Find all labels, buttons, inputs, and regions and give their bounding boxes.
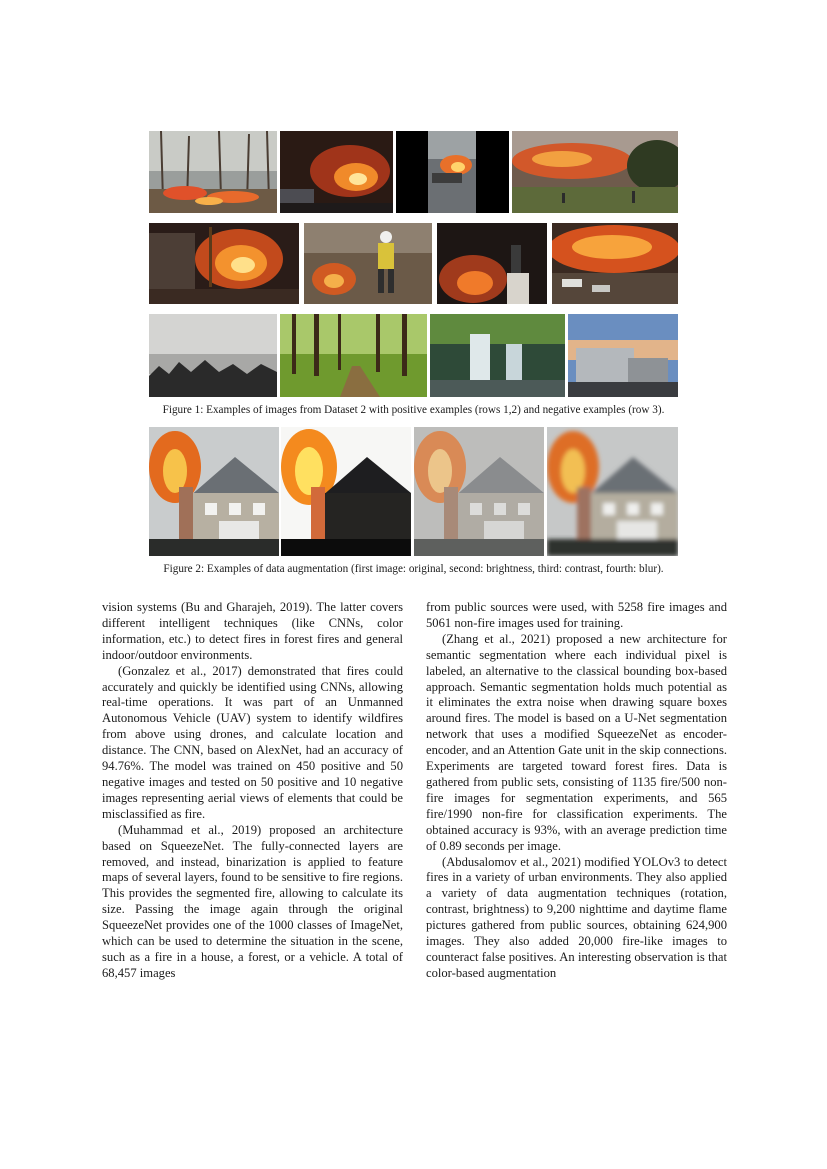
- right-text-column: [426, 600, 727, 982]
- fig2-image-contrast: [414, 427, 544, 556]
- figure-2-caption: Figure 2: Examples of data augmentation (first image: original, second: brightness, third: contrast, fourth: blur).: [163, 563, 664, 575]
- fig2-image-original: [149, 427, 279, 556]
- paragraph: (Gonzalez et al., 2017) demonstrated that fires could accurately and quickly be identified using CNNs, allowing real-time operations. It was part of an Unmanned Autonomous Vehicle (UAV) system to identify wildfires from above using drones, and calculate location and distance. The CNN, based on AlexNet, had an accuracy of 94.76%. The model was trained on 450 positive and 50 negative images and tested on 50 positive and 10 negative images representing aerial views of elements that could be misclassified as fire.: [102, 663, 403, 821]
- fig2-image-brightness: [281, 427, 411, 556]
- fig1-image-truck-sky: [568, 314, 678, 397]
- fig1-image-car-fire-night: [280, 131, 393, 213]
- figure-1-caption: Figure 1: Examples of images from Dataset 2 with positive examples (rows 1,2) and negative examples (row 3).: [162, 404, 665, 416]
- fig1-image-highway-wildfire: [552, 223, 678, 304]
- fig1-image-green-forest-path: [280, 314, 427, 397]
- fig1-image-car-fire-vertical: [396, 131, 509, 213]
- fig1-image-forest-fire-smoke: [149, 131, 277, 213]
- paragraph: (Muhammad et al., 2019) proposed an architecture based on SqueezeNet. The fully-connected layers are removed, and instead, binarization is applied to feature maps of several layers, found to be sensitive to fire regions. This provides the segmented fire, allowing to calculate its size. Passing the image again through the original SqueezeNet provides one of the 1000 classes of ImageNet, which can be used to determine the situation in the scene, such as a fire in a house, a forest, or a vehicle. A total of 68,457 images: [102, 822, 403, 980]
- fig1-image-statue-fire: [437, 223, 547, 304]
- fig1-image-foggy-forest: [149, 314, 277, 397]
- fig2-image-blur: [547, 427, 678, 556]
- left-text-column: [102, 600, 403, 982]
- paragraph: vision systems (Bu and Gharajeh, 2019). The latter covers different intelligent techniques (like CNNs, color information, etc.) to detect fires in forest fires and general indoor/outdoor environments.: [102, 600, 403, 662]
- paragraph: (Abdusalomov et al., 2021) modified YOLOv3 to detect fires in a variety of urban environments. They also applied a variety of data augmentation techniques (rotation, contrast, brightness) to 9,200 nighttime and daytime flame pictures gathered from public sources, obtaining 624,900 images. They also added 20,000 fire-like images to counteract false positives. An interesting observation is that color-based augmentation: [426, 854, 727, 980]
- fig1-image-building-fire: [149, 223, 299, 304]
- paragraph: from public sources were used, with 5258 fire images and 5061 non-fire images used for training.: [426, 600, 727, 630]
- paragraph: (Zhang et al., 2021) proposed a new architecture for semantic segmentation where each individual pixel is labeled, an alternative to the classical bounding box-based approach. Semantic segmentation holds much potential as it eliminates the extra noise when drawing square boxes around fires. The model is based on a U-Net segmentation network that uses a modified SqueezeNet as encoder-encoder, and an Attention Gate unit in the skip connections. Experiments are targeted toward forest fires. Data is gathered from public sets, consisting of 1135 fire/500 non-fire images for segmentation experiments, and 565 fire/1990 non-fire for classification experiments. The obtained accuracy is 93%, with an average prediction time of 0.89 seconds per image.: [426, 631, 727, 853]
- fig1-image-waterfall: [430, 314, 565, 397]
- fig1-image-firefighter: [304, 223, 432, 304]
- fig1-image-wildfire-park: [512, 131, 678, 213]
